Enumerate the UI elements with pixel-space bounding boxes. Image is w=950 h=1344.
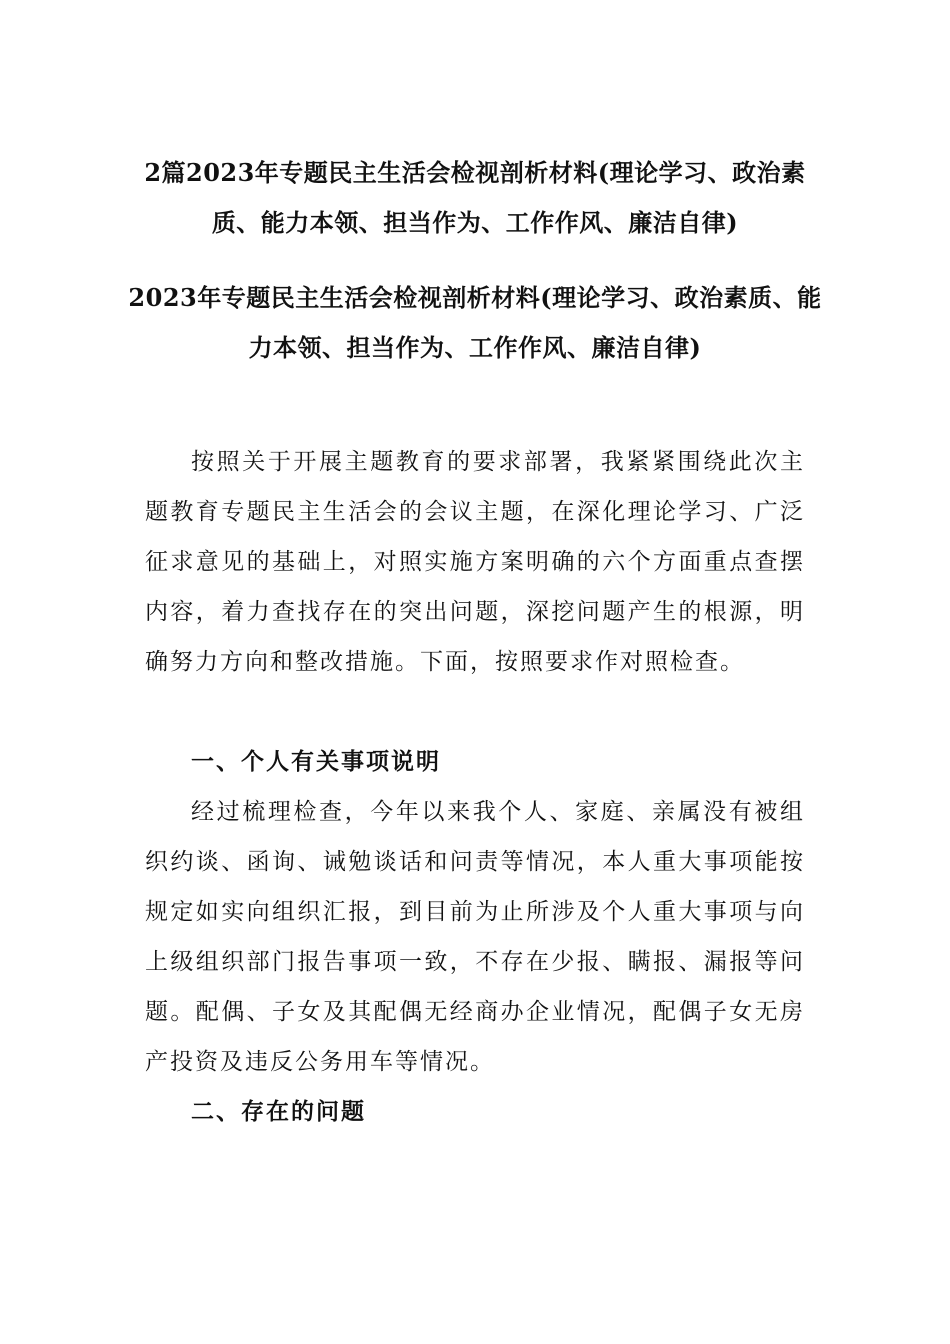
intro-paragraph: 按照关于开展主题教育的要求部署，我紧紧围绕此次主题教育专题民主生活会的会议主题，在深化理论学习、广泛征求意见的基础上，对照实施方案明确的六个方面重点查摆内容，着力查找存在的突出问题，深挖问题产生的根源，明确努力方向和整改措施。下面，按照要求作对照检查。: [145, 449, 805, 675]
document-sub-title: 2023年专题民主生活会检视剖析材料(理论学习、政治素质、能力本领、担当作为、工作作风、廉洁自律): [128, 283, 822, 362]
document-main-title: 2篇2023年专题民主生活会检视剖析材料(理论学习、政治素质、能力本领、担当作为、工作作风、廉洁自律): [144, 158, 806, 237]
personal-matters-paragraph: 经过梳理检查，今年以来我个人、家庭、亲属没有被组织约谈、函询、诫勉谈话和问责等情况，本人重大事项能按规定如实向组织汇报，到目前为止所涉及个人重大事项与向上级组织部门报告事项一致，不存在少报、瞒报、漏报等问题。配偶、子女及其配偶无经商办企业情况，配偶子女无房产投资及违反公务用车等情况。: [145, 799, 805, 1075]
section-heading-existing-problems: 二、存在的问题: [191, 1098, 366, 1125]
section-heading-personal-matters: 一、个人有关事项说明: [191, 748, 441, 775]
